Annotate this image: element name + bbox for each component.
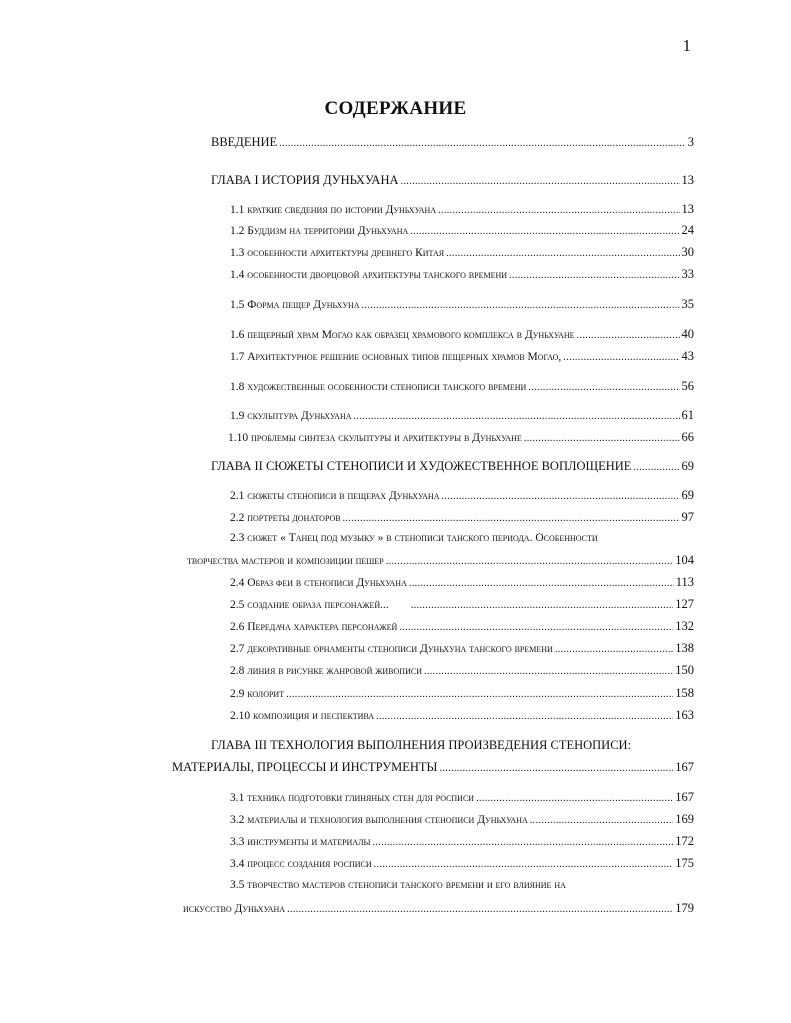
toc-label: 2.4 Образ феи в стенописи Дуньхуана [230,577,407,589]
dot-leader [410,222,679,241]
toc-page: 56 [681,379,694,393]
toc-page: 127 [675,597,694,611]
toc-entry-2-5[interactable] [230,595,694,613]
dot-leader [279,133,686,153]
dot-leader [439,758,673,778]
toc-chapter-2[interactable] [211,457,694,475]
toc-label: 1.7 Архитектурное решение основных типов пещерных храмов Могао, [230,351,562,363]
toc-label: 2.7 декоративные орнаменты стенописи Дуньхуна танского времени [230,643,553,655]
toc-label: 3.3 инструменты и материалы [230,836,371,848]
dot-leader [411,596,673,615]
toc-page: 30 [681,245,694,259]
toc-label: 1.6 пещерный храм Могао как образец храмового комплекса в Дуньхуане [230,329,575,341]
toc-chapter-1[interactable] [211,171,694,189]
toc-page: 150 [675,663,694,677]
dot-leader [399,618,673,637]
toc-entry-intro[interactable] [211,133,694,151]
toc-entry-1-7[interactable] [230,347,694,365]
toc-label: ГЛАВА II СЮЖЕТЫ СТЕНОПИСИ И ХУДОЖЕСТВЕННОЕ ВОПЛОЩЕНИЕ [211,459,632,473]
toc-label: 2.6 Передача характера персонажей [230,621,398,633]
toc-page: 175 [675,856,694,870]
toc-page: 179 [675,901,694,915]
dot-leader [438,201,679,220]
toc-page: 132 [675,619,694,633]
toc-page: 3 [687,135,694,149]
dot-leader [528,378,679,397]
dot-leader [287,900,673,919]
toc-page: 13 [681,173,694,187]
toc-page: 169 [675,812,694,826]
page-title: СОДЕРЖАНИЕ [324,98,467,119]
dot-leader [401,171,680,191]
toc-page: 167 [675,760,694,774]
dot-leader [424,662,673,681]
toc-label: 2.5 создание образа персонажей... [230,599,389,611]
toc-page: 66 [681,430,694,444]
dot-leader [374,855,674,874]
toc-label: 2.1 сюжеты стенописи в пещерах Дуньхуана [230,490,440,502]
toc-entry-2-2[interactable] [230,508,694,526]
toc-entry-2-3-line2[interactable] [187,551,694,569]
toc-page: 61 [681,408,694,422]
toc-entry-3-2[interactable] [230,810,694,828]
toc-entry-3-1[interactable] [230,788,694,806]
toc-page: 69 [681,459,694,473]
toc-entry-1-6[interactable] [230,325,694,343]
toc-entry-1-10[interactable] [228,428,694,446]
toc-entry-2-8[interactable] [230,661,694,679]
toc-label: 3.5 творчество мастеров стенописи танского времени и его влияние на [230,879,566,891]
dot-leader [376,707,673,726]
dot-leader [530,811,673,830]
toc-label: 1.8 художественные особенности стенописи танского времени [230,381,527,393]
toc-entry-3-5-line1[interactable] [230,876,694,894]
dot-leader [386,552,674,571]
toc-entry-1-1[interactable] [230,200,694,218]
toc-chapter-3-line1[interactable] [211,736,694,754]
toc-page: 158 [675,686,694,700]
toc-label: 2.9 колорит [230,688,285,700]
dot-leader [409,574,674,593]
dot-leader [577,326,680,345]
toc-label: 1.10 проблемы синтеза скульптуры и архитектуры в Дуньхуане [228,432,522,444]
toc-label: искусство Дуньхуана [183,903,286,915]
toc-label: 3.2 материалы и технология выполнения стенописи Дуньхуана [230,814,528,826]
toc-entry-2-9[interactable] [230,684,694,702]
dot-leader [509,266,679,285]
toc-entry-1-4[interactable] [230,265,694,283]
toc-page: 35 [681,297,694,311]
toc-entry-3-5-line2[interactable] [183,899,694,917]
dot-leader [362,296,680,315]
toc-entry-1-2[interactable] [230,221,694,239]
toc-page: 172 [675,834,694,848]
toc-label: 3.1 техника подготовки глиняных стен для росписи [230,792,475,804]
dot-leader [555,640,673,659]
toc-entry-3-4[interactable] [230,854,694,872]
toc-label: 3.4 процесс создания росписи [230,858,372,870]
toc-page: 33 [681,267,694,281]
dot-leader [476,789,673,808]
dot-leader [372,833,673,852]
toc-chapter-3-line2[interactable] [172,758,694,776]
toc-entry-1-5[interactable] [230,295,694,313]
toc-label: ВВЕДЕНИЕ [211,135,278,149]
dot-leader [354,407,680,426]
toc-label: 2.2 портреты донаторов [230,512,341,524]
dot-leader [343,509,680,528]
dot-leader [524,429,680,448]
toc-label: 1.9 скульптура Дуньхуана [230,410,352,422]
toc-page: 163 [675,708,694,722]
toc-page: 138 [675,641,694,655]
toc-label: 1.2 Буддизм на территории Дуньхуана [230,225,409,237]
toc-label: 2.8 линия в рисунке жанровой живописи [230,665,422,677]
toc-entry-2-6[interactable] [230,617,694,635]
toc-label: 2.10 композиция и песпектива [230,710,375,722]
toc-page: 43 [681,349,694,363]
toc-entry-2-1[interactable] [230,486,694,504]
toc-page: 69 [681,488,694,502]
toc-entry-1-9[interactable] [230,406,694,424]
toc-label: 2.3 сюжет « Танец под музыку » в стенописи танского периода. Особенности [230,532,598,544]
toc-entry-2-3-line1[interactable] [230,529,694,547]
toc-entry-1-3[interactable] [230,243,694,261]
toc-label: ГЛАВА I ИСТОРИЯ ДУНЬХУАНА [211,173,399,187]
toc-label: ГЛАВА III ТЕХНОЛОГИЯ ВЫПОЛНЕНИЯ ПРОИЗВЕДЕНИЯ СТЕНОПИСИ: [211,738,632,752]
dot-leader [563,348,679,367]
toc-page: 104 [675,553,694,567]
toc-label: творчества мастеров и композиции пешер [187,555,384,567]
toc-page: 113 [675,575,694,589]
toc-entry-2-4[interactable] [230,573,694,591]
toc-entry-1-8[interactable] [230,377,694,395]
dot-leader [442,487,680,506]
toc-label: 1.3 особенности архитектуры древнего Китая [230,247,445,259]
toc-page: 97 [681,510,694,524]
toc-label: 1.5 Форма пещер Дуньхуна [230,299,360,311]
toc-page: 167 [675,790,694,804]
page-number: 1 [682,36,691,55]
dot-leader [446,244,679,263]
toc-entry-2-7[interactable] [230,639,694,657]
toc-label: МАТЕРИАЛЫ, ПРОЦЕССЫ И ИНСТРУМЕНТЫ [172,760,438,774]
toc-page: 13 [681,202,694,216]
toc-entry-3-3[interactable] [230,832,694,850]
toc-entry-2-10[interactable] [230,706,694,724]
toc-page: 40 [681,327,694,341]
toc-page: 24 [681,223,694,237]
toc-label: 1.4 особенности дворцовой архитектуры танского времени [230,269,508,281]
dot-leader [286,685,673,704]
toc-label: 1.1 краткие сведения по истории Дуньхуана [230,204,437,216]
dot-leader [633,457,679,477]
